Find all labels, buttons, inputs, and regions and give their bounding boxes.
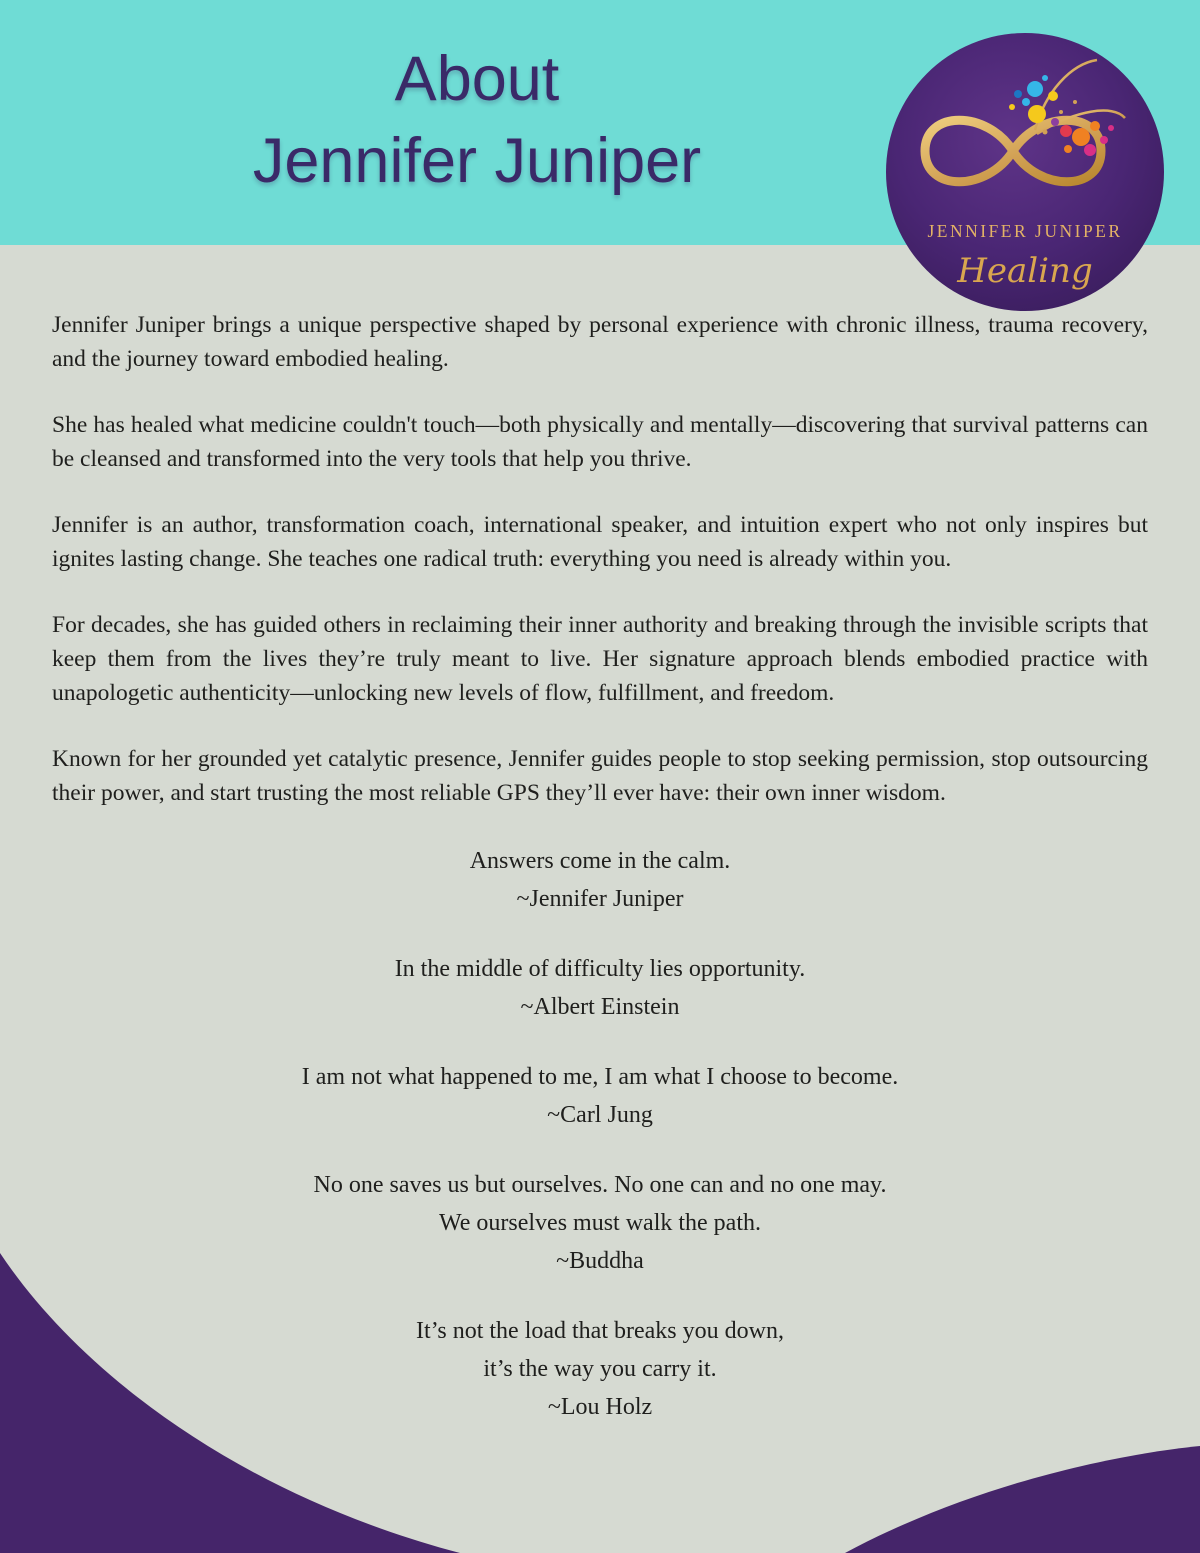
quote-text: We ourselves must walk the path. [439, 1210, 761, 1236]
quote-carl-jung [52, 1058, 1148, 1134]
logo-tagline: Healing [957, 251, 1093, 291]
bio-paragraph-5: Known for her grounded yet catalytic presence, Jennifer guides people to stop seeking permission, stop outsourcing their power, and start trusting the most reliable GPS they’ll ever have: their own inner wisdom. [52, 746, 1148, 806]
quote-author: ~Lou Holz [547, 1394, 653, 1420]
logo-brand-name: JENNIFER JUNIPER [927, 221, 1123, 241]
page-title-line1: About [394, 44, 560, 114]
brand-logo [885, 32, 1165, 312]
bio-paragraph-2: She has healed what medicine couldn't touch—both physically and mentally—discovering that survival patterns can be cleansed and transformed into the very tools that help you thrive. [52, 412, 1148, 472]
quote-text: it’s the way you carry it. [483, 1356, 717, 1382]
quote-buddha [52, 1166, 1148, 1280]
quote-text: In the middle of difficulty lies opportunity. [394, 956, 806, 982]
bio-paragraph-4: For decades, she has guided others in reclaiming their inner authority and breaking through the invisible scripts that keep them from the lives they’re truly meant to live. Her signature approach blends embodied practice with unapologetic authenticity—unlocking new levels of flow, fulfillment, and freedom. [52, 612, 1148, 706]
page-title-line2: Jennifer Juniper [252, 126, 702, 196]
quote-author: ~Carl Jung [547, 1102, 653, 1128]
bottom-right-curve [845, 1446, 1200, 1553]
bio-paragraph-1: Jennifer Juniper brings a unique perspective shaped by personal experience with chronic illness, trauma recovery, and the journey toward embodied healing. [52, 312, 1148, 372]
bio-paragraph-3: Jennifer is an author, transformation coach, international speaker, and intuition expert who not only inspires but ignites lasting change. She teaches one radical truth: everything you need is already within you. [52, 512, 1148, 572]
brand-logo-graphic [885, 32, 1165, 312]
quote-text: It’s not the load that breaks you down, [416, 1318, 784, 1344]
quote-text: No one saves us but ourselves. No one can and no one may. [313, 1172, 887, 1198]
quote-author: ~Albert Einstein [520, 994, 680, 1020]
quote-albert-einstein [52, 950, 1148, 1026]
quote-author: ~Jennifer Juniper [516, 886, 684, 912]
quote-lou-holz [52, 1312, 1148, 1426]
quote-text: I am not what happened to me, I am what I choose to become. [301, 1064, 899, 1090]
quotes-section [52, 842, 1148, 1426]
quote-author: ~Buddha [556, 1248, 644, 1274]
quote-text: Answers come in the calm. [469, 848, 731, 874]
quote-jennifer-juniper [52, 842, 1148, 918]
